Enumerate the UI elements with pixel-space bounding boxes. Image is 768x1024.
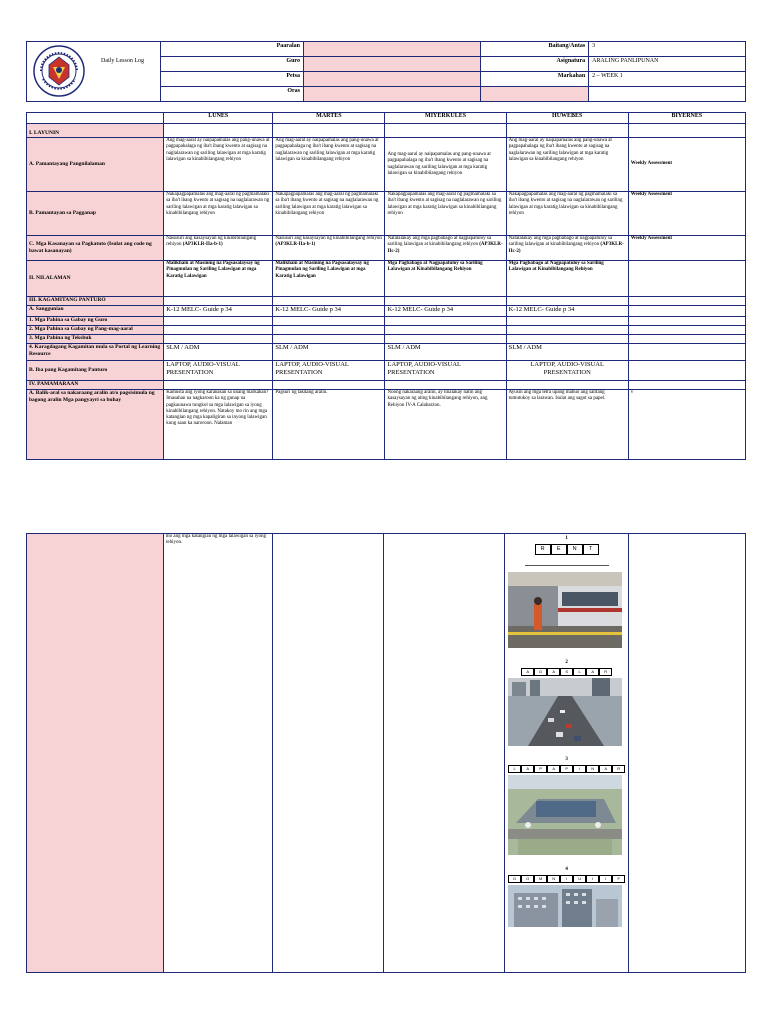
pangnilalaman-martes[interactable]: Ang mag-aaral ay naipapamalas ang pang-unawa at pagpapahalaga ng iba't ibang kwento at sagisag na naglalarawan ng sariling lalawigan at mga karatig lalawigan sa kinabibilangang rehiyon xyxy=(273,138,385,192)
label-kagamitang-panturo: III. KAGAMITANG PANTURO xyxy=(27,297,164,306)
train-station-photo xyxy=(508,572,622,648)
letter-tile: S xyxy=(560,668,573,676)
iba-pang-lunes[interactable]: LAPTOP, AUDIO-VISUAL PRESENTATION xyxy=(164,361,273,381)
kasanayan-code: (AP3KLR-IIc-2) xyxy=(387,242,503,254)
label-paaralan: Paaralan xyxy=(161,42,304,57)
corner-cell xyxy=(27,113,164,124)
letter-tile: R xyxy=(535,544,551,555)
cell[interactable] xyxy=(628,335,745,344)
day-header-miyerkules: MIYERKULES xyxy=(385,113,506,124)
condominium-photo xyxy=(508,885,622,927)
label-petsa: Petsa xyxy=(161,72,304,87)
letter-tile: N xyxy=(547,875,560,883)
label-iba-pang: B. Iba pang Kagamitang Panturo xyxy=(27,361,164,381)
cell[interactable] xyxy=(273,335,385,344)
letter-tile: I xyxy=(599,875,612,883)
kasanayan-lunes[interactable] xyxy=(164,236,273,261)
lesson-log-grid xyxy=(26,112,746,460)
letter-tile: E xyxy=(551,544,567,555)
letter-tile: A xyxy=(547,668,560,676)
label-markahan: Markahan xyxy=(480,72,589,87)
continuation-label-cell xyxy=(27,534,164,973)
cell[interactable] xyxy=(628,326,745,335)
cell[interactable] xyxy=(273,317,385,326)
label-karagdagang: 4. Karagdagang Kagamitan mula sa Portal ng Learning Resource xyxy=(27,344,164,361)
section-layunin: I. LAYUNIN xyxy=(27,124,164,138)
pagganap-miyerkules[interactable]: Nakapagpapamalas ang mag-aaral ng pagmamalaki sa iba't ibang kwento at sagisag na naglalarawan ng sariling lalawigan at mga karatig lalawigan sa kinabibilangang rehiyon xyxy=(385,192,506,236)
empty-right-label xyxy=(480,87,589,102)
letter-tile: P xyxy=(534,765,547,773)
kasanayan-text: Nasusuri ang kasaysayan ng kinabibilangang rehiyon xyxy=(275,236,382,241)
balik-aral-martes[interactable]: Pagsuri ng takdang aralin. xyxy=(273,390,385,460)
cell xyxy=(506,124,628,138)
letter-tile: N xyxy=(567,544,583,555)
letter-tiles xyxy=(508,765,625,773)
day-header-martes: MARTES xyxy=(273,113,385,124)
doc-title: Daily Lesson Log xyxy=(101,58,144,64)
letter-tile: T xyxy=(583,544,599,555)
karagdagang-huwebes[interactable]: SLM / ADM xyxy=(506,344,628,361)
label-gabay-guro: 1. Mga Pahina sa Gabay ng Guro xyxy=(27,317,164,326)
kasanayan-biyernes[interactable]: Weekly Assessment xyxy=(628,236,745,261)
pangnilalaman-biyernes[interactable]: Weekly Assessment xyxy=(628,138,745,192)
letter-tile: I xyxy=(586,875,599,883)
cell xyxy=(385,297,506,306)
label-kasanayan: C. Mga Kasanayan sa Pagkatuto (Isulat ang code ng bawat kasanayan) xyxy=(27,236,164,261)
kasanayan-text: Nasusuri ang kasaysayan ng kinabibilangang rehiyon xyxy=(166,236,257,248)
pagganap-biyernes[interactable]: Weekly Assessment xyxy=(628,192,745,236)
letter-tile: L xyxy=(573,668,586,676)
letter-tile: A xyxy=(599,765,612,773)
kasanayan-code: (AP3KLR-IIa-b-1) xyxy=(275,242,316,248)
pagganap-lunes[interactable]: Nakapagpapamalas ang mag-aaral ng pagmamalaki sa iba't ibang kwento at sagisag na naglalarawan ng sariling lalawigan at mga karatig lalawigan sa kinabibilangang rehiyon xyxy=(164,192,273,236)
value-oras[interactable] xyxy=(303,87,480,102)
pangnilalaman-lunes[interactable]: Ang mag-aaral ay naipapamalas ang pang-unawa at pagpapahalaga ng iba't ibang kwento at sagisag na naglalarawan ng sariling lalawigan at mga karatig lalawigan sa kinabibilangang rehiyon xyxy=(164,138,273,192)
continuation-lunes[interactable]: mo ang mga katangian ng mga lalawigan sa iyong rehiyon. xyxy=(163,534,272,973)
letter-tile: D xyxy=(508,875,521,883)
label-oras: Oras xyxy=(161,87,304,102)
cell xyxy=(628,381,745,390)
label-pamamaraan: IV. PAMAMARAAN xyxy=(27,381,164,390)
pangnilalaman-miyerkules[interactable]: Ang mag-aaral ay naipapamalas ang pang-unawa at pagpapahalaga ng iba't ibang kwento at sagisag na naglalarawan ng sariling lalawigan at mga karatig lalawigan sa kinabibilangang rehiyon xyxy=(385,138,506,192)
letter-tile: F xyxy=(612,875,625,883)
kasanayan-huwebes[interactable] xyxy=(506,236,628,261)
kasanayan-text: Natatalakay ang mga pagbabago at nagpapatuloy sa sariling lalawigan at kinabibilangang rehiyon xyxy=(508,236,613,248)
value-petsa[interactable] xyxy=(303,72,480,87)
letter-tile: A xyxy=(521,668,534,676)
letter-tile: R xyxy=(599,668,612,676)
letter-tiles xyxy=(508,875,625,883)
kasanayan-code: (AP3KLR-IIa-b-1) xyxy=(182,242,223,248)
sanggunian-martes[interactable]: K-12 MELC- Guide p 34 xyxy=(273,306,385,317)
puzzle-number: 4 xyxy=(565,866,568,872)
nilalaman-martes[interactable]: Malikhain at Masining na Pagsasalaysay ng Pinagmulan ng Sariling Lalawigan at mga Karatig Lalawigan xyxy=(273,261,385,297)
day-header-lunes: LUNES xyxy=(164,113,273,124)
letter-tile: P xyxy=(560,765,573,773)
pangnilalaman-huwebes[interactable]: Ang mag-aaral ay naipapamalas ang pang-unawa at pagpapahalaga ng iba't ibang kwento at sagisag na naglalarawan ng sariling lalawigan at mga karatig lalawigan sa kinabibilangang rehiyon xyxy=(506,138,628,192)
letter-tile: I xyxy=(573,765,586,773)
highway-traffic-photo xyxy=(508,678,622,746)
letter-tile: L xyxy=(508,765,521,773)
cell[interactable] xyxy=(506,317,628,326)
karagdagang-miyerkules[interactable]: SLM / ADM xyxy=(385,344,506,361)
sanggunian-lunes[interactable]: K-12 MELC- Guide p 34 xyxy=(164,306,273,317)
label-teksbuk: 3. Mga Pahina ng Teksbuk xyxy=(27,335,164,344)
nilalaman-biyernes[interactable] xyxy=(628,261,745,297)
empty-right-value xyxy=(589,87,746,102)
value-guro[interactable] xyxy=(303,57,480,72)
continuation-martes[interactable] xyxy=(272,534,384,973)
answer-line[interactable] xyxy=(525,557,609,566)
value-asignatura[interactable]: ARALING PANLIPUNAN xyxy=(589,57,746,72)
cell[interactable] xyxy=(273,326,385,335)
label-baitang: Baitang/Antas xyxy=(480,42,589,57)
letter-tile: R xyxy=(612,765,625,773)
iba-pang-huwebes[interactable]: LAPTOP, AUDIO-VISUAL PRESENTATION xyxy=(506,361,628,381)
nilalaman-lunes[interactable]: Malikhain at Masining na Pagsasalaysay ng Pinagmulan ng Sariling Lalawigan at mga Karatig Lalawigan xyxy=(164,261,273,297)
cell xyxy=(385,124,506,138)
label-asignatura: Asignatura xyxy=(480,57,589,72)
label-pangnilalaman: A. Pamantayang Pangnilalaman xyxy=(27,138,164,192)
continuation-biyernes[interactable] xyxy=(629,534,746,973)
letter-tile: A xyxy=(521,765,534,773)
kasanayan-code: (AP3KLR-IIc-2) xyxy=(508,242,624,254)
sanggunian-huwebes[interactable]: K-12 MELC- Guide p 34 xyxy=(506,306,628,317)
logo-cell xyxy=(27,42,161,102)
cell[interactable] xyxy=(385,326,506,335)
cell xyxy=(273,124,385,138)
cell[interactable] xyxy=(506,326,628,335)
pagganap-martes[interactable]: Nakapagpapamalas ang mag-aaral ng pagmamalaki sa iba't ibang kwento at sagisag na naglalarawan ng sariling lalawigan at mga karatig lalawigan sa kinabibilangang rehiyon xyxy=(273,192,385,236)
cell[interactable] xyxy=(385,335,506,344)
header-table xyxy=(26,41,746,102)
letter-tile: O xyxy=(521,875,534,883)
label-balik-aral: A. Balik-aral sa nakaraang aralin at/o pagsisimula ng bagong aralin Mga pangyayri sa buhay xyxy=(27,390,164,460)
iba-pang-biyernes[interactable] xyxy=(628,361,745,381)
cell xyxy=(628,124,745,138)
continuation-huwebes[interactable] xyxy=(505,534,629,973)
cell xyxy=(506,297,628,306)
nilalaman-miyerkules[interactable]: Mga Pagbabago at Nagpapatuloy sa Sariling Lalawigan at Kinabibilangang Rehiyon xyxy=(385,261,506,297)
label-sanggunian: A. Sanggunian xyxy=(27,306,164,317)
cell[interactable] xyxy=(164,335,273,344)
balik-aral-lunes[interactable]: Kamusta ang iyong karanasan sa unang markahan? Imasahan na nagkaroon ka ng gunap na pagkaunawa tungkol sa mga lalawigan sa iyong kinabibilangang rehiyon. Natakoy mo rin ang mga katangian ng mga kapaligiran sa inyong lalawigan kung saan ka naroroon. Nalaman xyxy=(164,390,273,460)
karagdagang-lunes[interactable]: SLM / ADM xyxy=(164,344,273,361)
airport-photo xyxy=(508,775,622,855)
balik-aral-miyerkules[interactable]: Noong nakaraang aralin, ay tinalakay natin ang kasaysayan ng ating kinabibilangang rehiyon, ang Rehiyon IV-A Calabarzon. xyxy=(385,390,506,460)
letter-tile: A xyxy=(547,765,560,773)
letter-tile: N xyxy=(586,765,599,773)
cell xyxy=(273,297,385,306)
kasanayan-text: Natatalakay ang mga pagbabago at nagpapatuloy sa sariling lalawigan at kinabibilangang rehiyon xyxy=(387,236,492,248)
nilalaman-huwebes[interactable]: Mga Pagbabago at Nagpapatuloy sa Sariling Lalawigan at Kinabibilangang Rehiyon xyxy=(506,261,628,297)
day-header-biyernes: BIYERNES xyxy=(628,113,745,124)
puzzle-number: 3 xyxy=(565,757,568,762)
cell xyxy=(164,297,273,306)
continuation-table xyxy=(26,533,746,973)
cell[interactable] xyxy=(164,317,273,326)
value-baitang[interactable]: 3 xyxy=(589,42,746,57)
cell xyxy=(273,381,385,390)
cell xyxy=(164,124,273,138)
pagganap-huwebes[interactable]: Nakapagpapamalas ang mag-aaral ng pagmamalaki sa iba't ibang kwento at sagisag na naglalarawan ng sariling lalawigan at mga karatig lalawigan sa kinabibilangang rehiyon xyxy=(506,192,628,236)
cell xyxy=(385,381,506,390)
label-guro: Guro xyxy=(161,57,304,72)
letter-tiles xyxy=(508,544,625,555)
puzzle-number: 1 xyxy=(565,536,568,541)
value-paaralan[interactable] xyxy=(303,42,480,57)
balik-aral-huwebes[interactable]: Ayusin ang mga letra upang mabuo ang salitang tumutukoy sa larawan. Isulat ang sagot sa papel. xyxy=(506,390,628,460)
value-markahan[interactable]: 2 – WEEK 1 xyxy=(589,72,746,87)
balik-aral-biyernes[interactable]: v xyxy=(628,390,745,460)
sanggunian-biyernes[interactable] xyxy=(628,306,745,317)
cell xyxy=(506,381,628,390)
sanggunian-miyerkules[interactable]: K-12 MELC- Guide p 34 xyxy=(385,306,506,317)
letter-tiles xyxy=(508,668,625,676)
kasanayan-martes[interactable] xyxy=(273,236,385,261)
cell[interactable] xyxy=(385,317,506,326)
cell xyxy=(164,381,273,390)
cell[interactable] xyxy=(628,317,745,326)
karagdagang-martes[interactable]: SLM / ADM xyxy=(273,344,385,361)
iba-pang-martes[interactable]: LAPTOP, AUDIO-VISUAL PRESENTATION xyxy=(273,361,385,381)
letter-tile: A xyxy=(586,668,599,676)
deped-seal-icon xyxy=(33,45,85,97)
karagdagang-biyernes[interactable] xyxy=(628,344,745,361)
kasanayan-miyerkules[interactable] xyxy=(385,236,506,261)
label-pagganap: B. Pamantayan sa Pagganap xyxy=(27,192,164,236)
letter-tile: U xyxy=(573,875,586,883)
iba-pang-miyerkules[interactable]: LAPTOP, AUDIO-VISUAL PRESENTATION xyxy=(385,361,506,381)
continuation-miyerkules[interactable] xyxy=(384,534,505,973)
letter-tile: D xyxy=(534,668,547,676)
label-nilalaman: II. NILALAMAN xyxy=(27,261,164,297)
label-gabay-mag-aaral: 2. Mga Pahina sa Gabay ng Pang-mag-aaral xyxy=(27,326,164,335)
cell xyxy=(628,297,745,306)
cell[interactable] xyxy=(506,335,628,344)
day-header-huwebes: HUWEBES xyxy=(506,113,628,124)
puzzle-number: 2 xyxy=(565,659,568,665)
cell[interactable] xyxy=(164,326,273,335)
letter-tile: I xyxy=(560,875,573,883)
letter-tile: M xyxy=(534,875,547,883)
